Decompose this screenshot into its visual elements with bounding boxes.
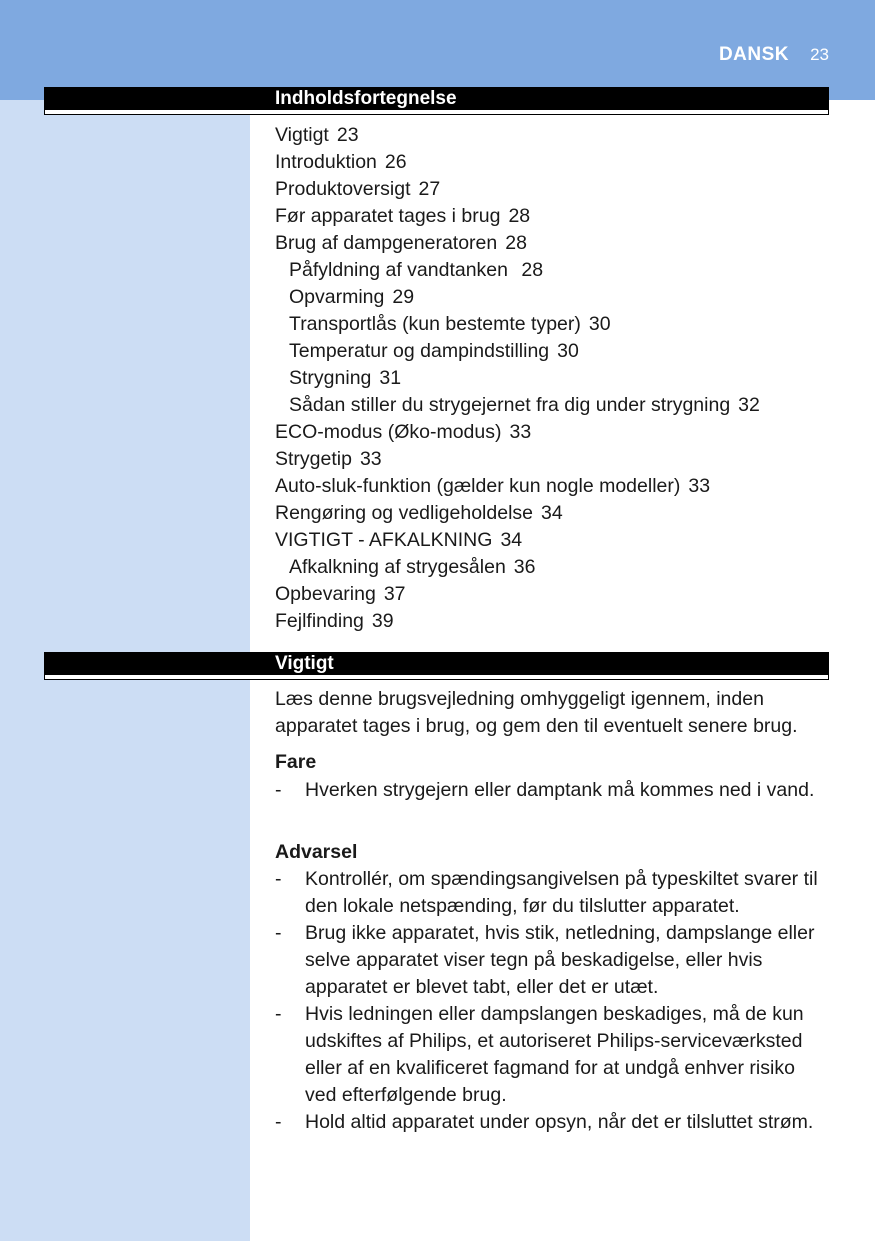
toc-entry-page: 33 [359, 448, 382, 470]
toc-entry-page: 37 [383, 583, 406, 605]
toc-entry[interactable] [275, 122, 760, 149]
toc-entry-page: 31 [379, 367, 402, 389]
advarsel-item-text: Hold altid apparatet under opsyn, når det er tilsluttet strøm. [305, 1111, 814, 1133]
toc-entry[interactable] [275, 176, 760, 203]
toc-entry[interactable] [275, 527, 760, 554]
toc-entry[interactable] [275, 149, 760, 176]
toc-entry-page: 26 [384, 151, 407, 173]
toc-section-bar [44, 87, 829, 115]
toc-entry-label: Strygetip [275, 448, 352, 470]
toc-subentry[interactable] [275, 338, 760, 365]
advarsel-list [275, 866, 830, 1136]
toc-entry[interactable] [275, 500, 760, 527]
toc-entry-label: VIGTIGT - AFKALKNING [275, 529, 493, 551]
toc-entry-page: 27 [418, 178, 441, 200]
bullet-dash: - [275, 922, 282, 944]
bullet-dash: - [275, 1111, 282, 1133]
toc-entry-label: Produktoversigt [275, 178, 411, 200]
toc-entry-page: 34 [541, 502, 563, 524]
fare-item [275, 777, 830, 804]
toc-entry-label: Strygning [289, 367, 372, 389]
toc-entry-page: 23 [336, 124, 359, 146]
toc-entry-page: 34 [500, 529, 523, 551]
toc-entry[interactable] [275, 203, 760, 230]
toc-subentry[interactable] [275, 365, 760, 392]
toc-entry[interactable] [275, 581, 760, 608]
bullet-dash: - [275, 1003, 282, 1025]
toc-entry[interactable] [275, 446, 760, 473]
toc-entry-label: Auto-sluk-funktion (gælder kun nogle modeller) [275, 475, 681, 497]
toc-subentry[interactable] [275, 554, 760, 581]
toc-subentry[interactable] [275, 392, 760, 419]
toc-entry-label: Opbevaring [275, 583, 376, 605]
toc-entry-label: Temperatur og dampindstilling [289, 340, 550, 362]
bullet-dash: - [275, 868, 282, 890]
toc-subentry[interactable] [275, 311, 760, 338]
toc-entry-label: ECO-modus (Øko-modus) [275, 421, 502, 443]
toc-entry-page: 28 [521, 259, 544, 281]
page-number: 23 [810, 45, 829, 64]
toc-entry-label: Fejlfinding [275, 610, 364, 632]
vigtigt-section-bar [44, 652, 829, 680]
toc-entry-page: 29 [392, 286, 415, 308]
fare-item-text: Hverken strygejern eller damptank må kommes ned i vand. [305, 779, 815, 801]
vigtigt-section-bar-fill [45, 653, 828, 675]
toc-entry-page: 39 [371, 610, 394, 632]
toc-entry-page: 32 [738, 394, 760, 416]
toc-entry-page: 28 [505, 232, 527, 254]
vigtigt-title: Vigtigt [275, 653, 334, 674]
toc-entry-label: Vigtigt [275, 124, 329, 146]
advarsel-item-text: Brug ikke apparatet, hvis stik, netledning, dampslange eller selve apparatet viser tegn på beskadigelse, eller hvis apparatet er blevet tabt, eller det er utæt. [305, 922, 815, 998]
language-label: DANSK [718, 44, 789, 65]
toc-entry-page: 33 [688, 475, 711, 497]
table-of-contents [275, 122, 760, 635]
toc-entry-label: Transportlås (kun bestemte typer) [289, 313, 581, 335]
advarsel-item [275, 1001, 830, 1109]
bullet-dash: - [275, 779, 282, 801]
intro-paragraph: Læs denne brugsvejledning omhyggeligt igennem, inden apparatet tages i brug, og gem den til eventuelt senere brug. [275, 688, 798, 737]
toc-entry-label: Påfyldning af vandtanken [289, 259, 514, 281]
toc-entry-label: Rengøring og vedligeholdelse [275, 502, 534, 524]
toc-entry-page: 33 [509, 421, 532, 443]
advarsel-item-text: Hvis ledningen eller dampslangen beskadiges, må de kun udskiftes af Philips, et autoriseret Philips-serviceværksted eller af en kvalificeret fagmand for at undgå enhver risiko ved efterfølgende brug. [305, 1003, 804, 1106]
fare-heading: Fare [275, 751, 317, 773]
toc-entry-label: Før apparatet tages i brug [275, 205, 501, 227]
toc-subentry[interactable] [275, 284, 760, 311]
toc-entry-label: Introduktion [275, 151, 377, 173]
advarsel-item [275, 920, 830, 1001]
toc-entry[interactable] [275, 608, 760, 635]
toc-entry[interactable] [275, 419, 760, 446]
toc-entry-page: 36 [513, 556, 536, 578]
toc-entry-label: Brug af dampgeneratoren [275, 232, 498, 254]
toc-entry-page: 30 [557, 340, 579, 362]
advarsel-item [275, 866, 830, 920]
toc-entry-label: Afkalkning af strygesålen [289, 556, 506, 578]
advarsel-item-text: Kontrollér, om spændingsangivelsen på typeskiltet svarer til den lokale netspænding, før du tilslutter apparatet. [305, 868, 818, 917]
toc-entry-label: Sådan stiller du strygejernet fra dig under strygning [289, 394, 731, 416]
advarsel-item [275, 1109, 830, 1136]
toc-title: Indholdsfortegnelse [275, 88, 457, 109]
fare-list [275, 777, 830, 804]
toc-entry-page: 30 [588, 313, 611, 335]
advarsel-heading: Advarsel [275, 841, 358, 863]
toc-entry-label: Opvarming [289, 286, 385, 308]
toc-subentry[interactable] [275, 257, 760, 284]
toc-entry[interactable] [275, 473, 760, 500]
toc-entry[interactable] [275, 230, 760, 257]
toc-entry-page: 28 [508, 205, 531, 227]
